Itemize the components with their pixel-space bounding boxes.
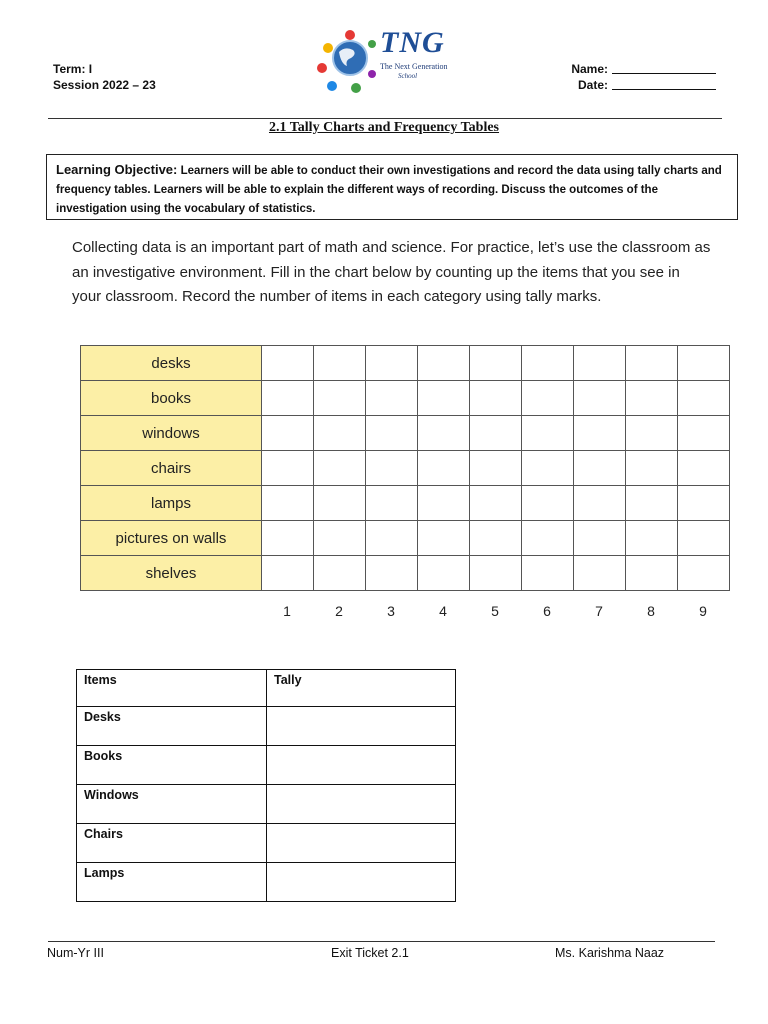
tally-axis-number: 9 — [699, 603, 707, 619]
tally-cell[interactable] — [470, 346, 522, 381]
tally-cell[interactable] — [366, 416, 418, 451]
tally-cell[interactable] — [470, 416, 522, 451]
tally-category-label: desks — [81, 346, 262, 381]
tally-cell[interactable] — [626, 346, 678, 381]
tally-row — [81, 486, 730, 521]
frequency-header-cell: Items — [77, 670, 267, 707]
tally-axis-number: 2 — [335, 603, 343, 619]
tally-cell[interactable] — [522, 416, 574, 451]
objective-label: Learning Objective: — [56, 162, 178, 177]
tally-cell[interactable] — [626, 416, 678, 451]
name-field[interactable] — [566, 61, 716, 77]
frequency-item-label: Windows — [77, 785, 267, 824]
tally-row — [81, 416, 730, 451]
tally-cell[interactable] — [574, 451, 626, 486]
frequency-item-label: Books — [77, 746, 267, 785]
tally-cell[interactable] — [678, 486, 730, 521]
tally-cell[interactable] — [574, 346, 626, 381]
tally-cell[interactable] — [522, 381, 574, 416]
tally-cell[interactable] — [522, 556, 574, 591]
tally-cell[interactable] — [470, 521, 522, 556]
tally-cell[interactable] — [626, 381, 678, 416]
tally-cell[interactable] — [574, 416, 626, 451]
tally-cell[interactable] — [366, 346, 418, 381]
tally-cell[interactable] — [418, 556, 470, 591]
table-row — [77, 785, 456, 824]
tally-row — [81, 521, 730, 556]
frequency-tally-cell[interactable] — [267, 863, 456, 902]
tally-category-label: lamps — [81, 486, 262, 521]
logo-subtitle: The Next Generation — [380, 62, 448, 71]
objective-text: Learners will be able to conduct their own investigations and record the data using tally charts and frequency tables. Learners will be able to explain the different ways of recording. Discuss the outcomes of the investigation using the vocabulary of statistics. — [56, 165, 722, 215]
tally-cell[interactable] — [366, 381, 418, 416]
tally-cell[interactable] — [366, 556, 418, 591]
date-field[interactable] — [566, 77, 716, 93]
tally-cell[interactable] — [366, 486, 418, 521]
tally-cell[interactable] — [262, 416, 314, 451]
tally-cell[interactable] — [522, 521, 574, 556]
tally-cell[interactable] — [574, 521, 626, 556]
footer-left: Num-Yr III — [47, 946, 104, 960]
tally-cell[interactable] — [262, 346, 314, 381]
tally-row — [81, 381, 730, 416]
tally-axis-number: 6 — [543, 603, 551, 619]
table-row — [77, 707, 456, 746]
tally-cell[interactable] — [470, 381, 522, 416]
tally-cell[interactable] — [314, 346, 366, 381]
frequency-tally-cell[interactable] — [267, 785, 456, 824]
logo-tagline: School — [398, 72, 418, 80]
tally-axis-number: 7 — [595, 603, 603, 619]
tally-cell[interactable] — [314, 451, 366, 486]
tally-category-label: shelves — [81, 556, 262, 591]
tally-axis-number: 3 — [387, 603, 395, 619]
frequency-item-label: Desks — [77, 707, 267, 746]
tally-cell[interactable] — [262, 521, 314, 556]
name-label: Name: — [571, 62, 608, 76]
table-row — [77, 863, 456, 902]
header-divider — [48, 118, 722, 119]
tally-cell[interactable] — [522, 451, 574, 486]
tally-cell[interactable] — [574, 486, 626, 521]
header-right — [566, 61, 716, 93]
tally-axis-number: 4 — [439, 603, 447, 619]
tally-category-label: pictures on walls — [81, 521, 262, 556]
frequency-tally-cell[interactable] — [267, 746, 456, 785]
tally-row — [81, 346, 730, 381]
tally-category-label: chairs — [81, 451, 262, 486]
header-left — [53, 61, 156, 93]
tally-cell[interactable] — [418, 486, 470, 521]
tally-cell[interactable] — [678, 556, 730, 591]
tally-axis-number: 1 — [283, 603, 291, 619]
tally-cell[interactable] — [678, 346, 730, 381]
tally-cell[interactable] — [522, 486, 574, 521]
tally-cell[interactable] — [314, 416, 366, 451]
tally-cell[interactable] — [470, 556, 522, 591]
tally-cell[interactable] — [262, 451, 314, 486]
tally-cell[interactable] — [418, 381, 470, 416]
tally-cell[interactable] — [574, 556, 626, 591]
tally-cell[interactable] — [366, 451, 418, 486]
globe-icon — [310, 24, 380, 96]
frequency-table — [76, 669, 456, 902]
tally-cell[interactable] — [262, 381, 314, 416]
tally-cell[interactable] — [262, 486, 314, 521]
tally-cell[interactable] — [418, 416, 470, 451]
footer-divider — [48, 941, 715, 942]
tally-axis-number: 5 — [491, 603, 499, 619]
tally-cell[interactable] — [678, 521, 730, 556]
tally-category-label: windows — [81, 416, 262, 451]
frequency-tally-cell[interactable] — [267, 707, 456, 746]
learning-objective-box — [46, 154, 738, 220]
frequency-item-label: Lamps — [77, 863, 267, 902]
tally-cell[interactable] — [626, 521, 678, 556]
tally-cell[interactable] — [678, 381, 730, 416]
session-label: Session 2022 – 23 — [53, 78, 156, 92]
page-title: 2.1 Tally Charts and Frequency Tables — [268, 120, 500, 135]
tally-cell[interactable] — [366, 521, 418, 556]
tally-cell[interactable] — [314, 521, 366, 556]
frequency-header-row — [77, 670, 456, 707]
tally-cell[interactable] — [314, 381, 366, 416]
tally-cell[interactable] — [626, 451, 678, 486]
tally-cell[interactable] — [522, 346, 574, 381]
tally-cell[interactable] — [626, 556, 678, 591]
date-label: Date: — [577, 78, 608, 92]
tally-cell[interactable] — [574, 381, 626, 416]
footer-right: Ms. Karishma Naaz — [555, 946, 665, 960]
name-blank[interactable] — [612, 61, 716, 74]
tally-chart — [80, 345, 730, 591]
table-row — [77, 824, 456, 863]
footer-center: Exit Ticket 2.1 — [331, 946, 409, 960]
tally-cell[interactable] — [470, 451, 522, 486]
tally-category-label: books — [81, 381, 262, 416]
tally-cell[interactable] — [262, 556, 314, 591]
tally-cell[interactable] — [626, 486, 678, 521]
tally-row — [81, 451, 730, 486]
intro-paragraph: Collecting data is an important part of math and science. For practice, let’s use the classroom as an investigative environment. Fill in the chart below by counting up the items that you see in your classroom. Record the number of items in each category using tally marks. — [72, 239, 711, 305]
school-logo — [310, 24, 460, 96]
tally-cell[interactable] — [418, 346, 470, 381]
tally-cell[interactable] — [314, 486, 366, 521]
tally-cell[interactable] — [678, 416, 730, 451]
tally-cell[interactable] — [470, 486, 522, 521]
tally-cell[interactable] — [314, 556, 366, 591]
frequency-header-cell: Tally — [267, 670, 456, 707]
table-row — [77, 746, 456, 785]
tally-cell[interactable] — [418, 451, 470, 486]
frequency-item-label: Chairs — [77, 824, 267, 863]
tally-row — [81, 556, 730, 591]
logo-text: TNG — [380, 26, 445, 59]
frequency-tally-cell[interactable] — [267, 824, 456, 863]
tally-axis-number: 8 — [647, 603, 655, 619]
tally-cell[interactable] — [678, 451, 730, 486]
date-blank[interactable] — [612, 77, 716, 90]
tally-cell[interactable] — [418, 521, 470, 556]
term-label: Term: I — [53, 62, 93, 76]
